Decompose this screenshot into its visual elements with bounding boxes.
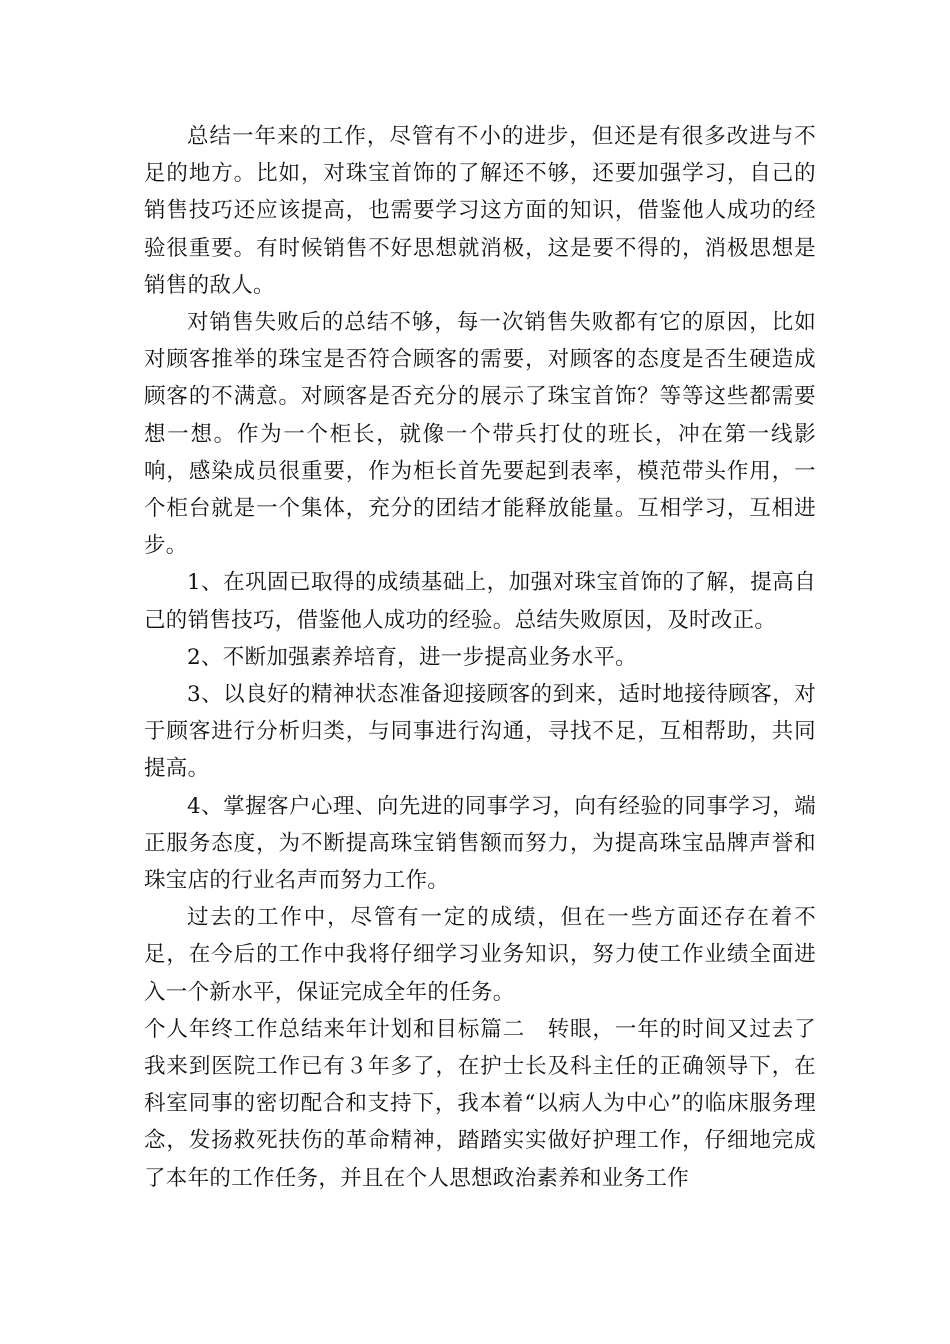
list-item-plan-3: 3、以良好的精神状态准备迎接顾客的到来，适时地接待顾客，对于顾客进行分析归类，与同事进行沟通，寻找不足，互相帮助，共同提高。	[144, 682, 816, 782]
paragraph-conclusion: 过去的工作中，尽管有一定的成绩，但在一些方面还存在着不足，在今后的工作中我将仔细学习业务知识，努力使工作业绩全面进入一个新水平，保证完成全年的任务。	[144, 905, 816, 1005]
document-body	[144, 118, 816, 1197]
paragraph-summary-shortcomings: 总结一年来的工作，尽管有不小的进步，但还是有很多改进与不足的地方。比如，对珠宝首饰的了解还不够，还要加强学习，自己的销售技巧还应该提高，也需要学习这方面的知识，借鉴他人成功的经验很重要。有时候销售不好思想就消极，这是要不得的，消极思想是销售的敌人。	[144, 124, 816, 298]
paragraph-sales-failure-review: 对销售失败后的总结不够，每一次销售失败都有它的原因，比如对顾客推举的珠宝是否符合顾客的需要，对顾客的态度是否生硬造成顾客的不满意。对顾客是否充分的展示了珠宝首饰？等等这些都需要想一想。作为一个柜长，就像一个带兵打仗的班长，冲在第一线影响，感染成员很重要，作为柜长首先要起到表率，模范带头作用，一个柜台就是一个集体，充分的团结才能释放能量。互相学习，互相进步。	[144, 310, 816, 559]
list-item-plan-1: 1、在巩固已取得的成绩基础上，加强对珠宝首饰的了解，提高自己的销售技巧，借鉴他人成功的经验。总结失败原因，及时改正。	[144, 570, 816, 633]
paragraph-section-two-intro: 个人年终工作总结来年计划和目标篇二 转眼，一年的时间又过去了我来到医院工作已有３年多了，在护士长及科主任的正确领导下，在科室同事的密切配合和支持下，我本着“以病人为中心”的临床服务理念，发扬救死扶伤的革命精神，踏踏实实做好护理工作，仔细地完成了本年的工作任务，并且在个人思想政治素养和业务工作	[144, 1016, 816, 1191]
list-item-plan-4: 4、掌握客户心理、向先进的同事学习，向有经验的同事学习，端正服务态度，为不断提高珠宝销售额而努力，为提高珠宝品牌声誉和珠宝店的行业名声而努力工作。	[144, 793, 816, 894]
list-item-plan-2: 2、不断加强素养培育，进一步提高业务水平。	[187, 644, 637, 670]
